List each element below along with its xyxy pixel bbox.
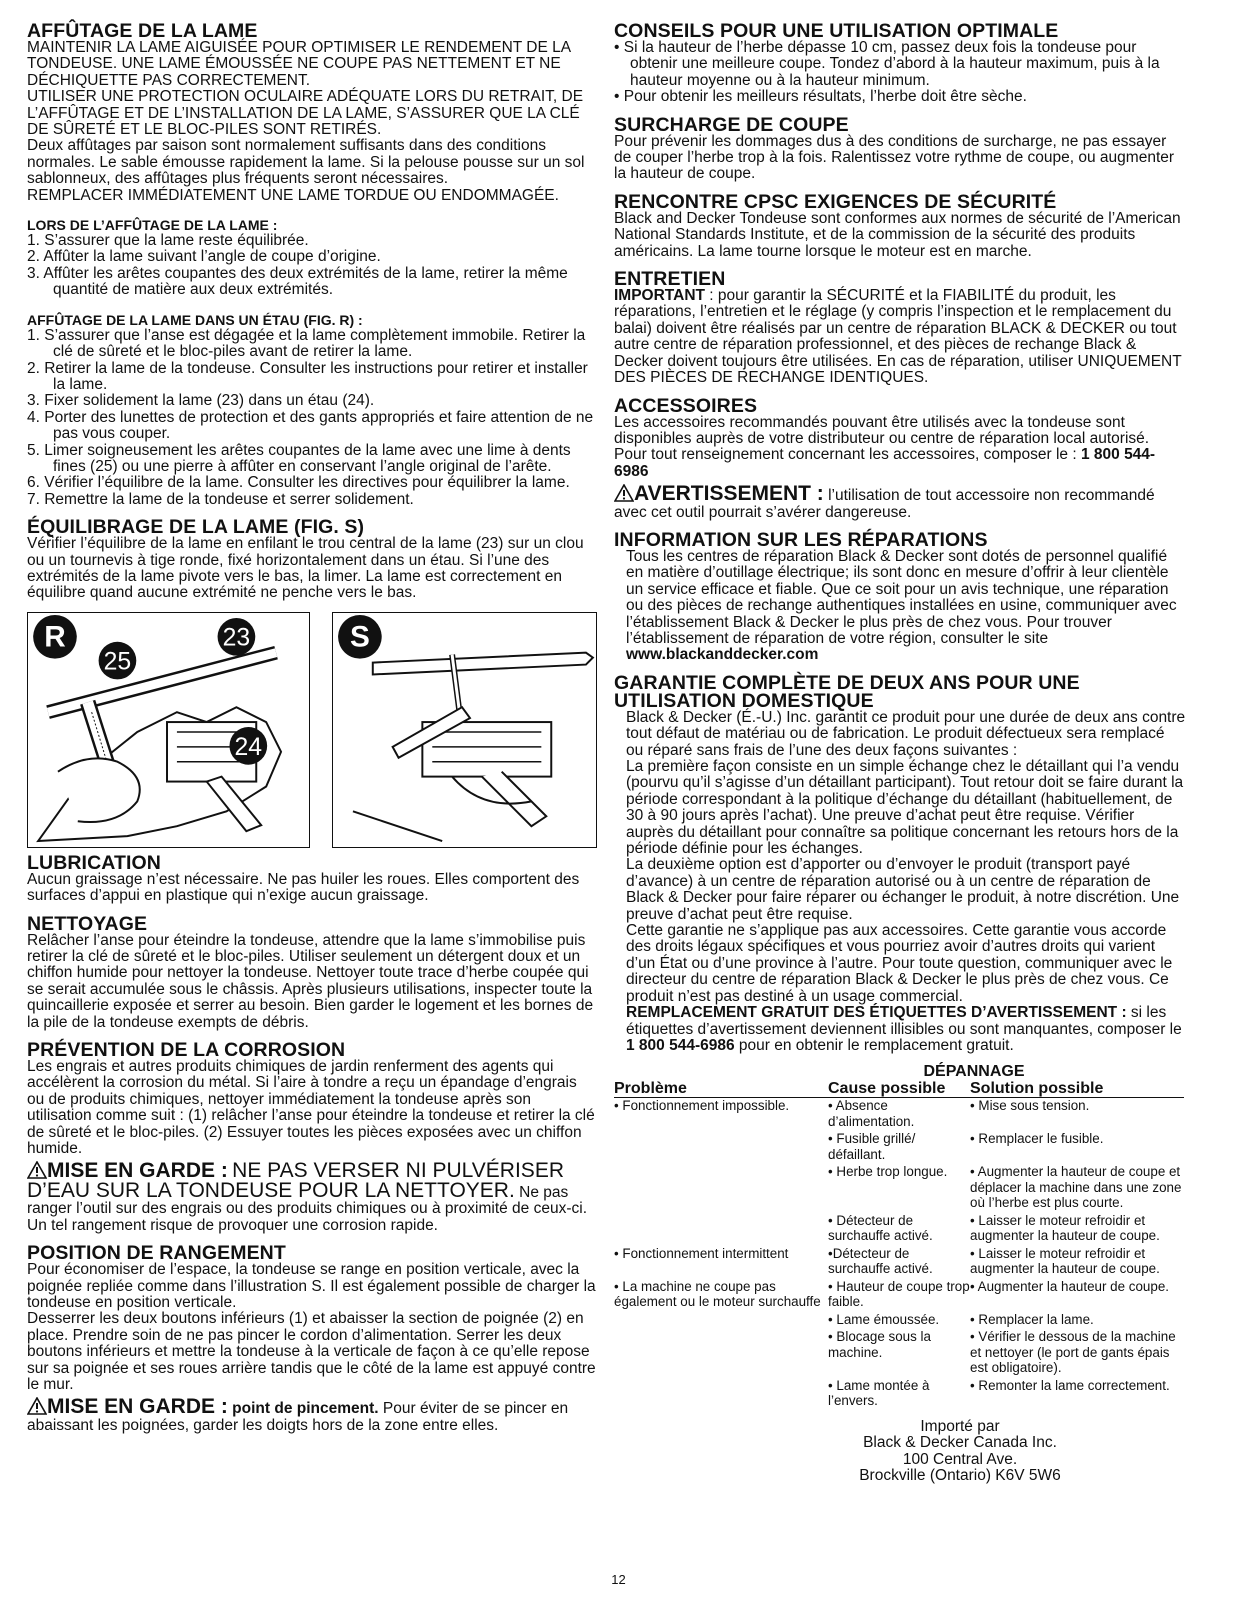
list-item: 1. S’assurer que l’anse est dégagée et la lame complètement immobile. Retirer la clé de sûreté et le bloc-piles avant de retirer la lame. [27, 326, 586, 361]
table-row [614, 1312, 1184, 1330]
cell-solution-text: • Laisser le moteur refroidir et augmenter la hauteur de coupe. [970, 1245, 1160, 1277]
cleaning-p1: Relâcher l’anse pour éteindre la tondeuse, attendre que la lame s’immobilise puis retirer la clé de sûreté et le bloc-piles. Utiliser seulement un détergent doux et un chiffon humide pour nettoyer la tondeuse. Nettoyer toute trace d’herbe coupée qui se serait accumulée sous le châssis. Après plusieurs utilisations, inspecter toute la quincaillerie exposée et serrer au besoin. Bien garder le logement et les bornes de la pile de la tondeuse exempts de débris. [27, 931, 594, 1031]
list-item: • Pour obtenir les meilleurs résultats, l’herbe doit être sèche. [614, 88, 1027, 106]
callout-24-label: 24 [234, 733, 263, 761]
callout-25-label: 25 [103, 648, 132, 676]
table-row [614, 1378, 1184, 1411]
cell-problem-text: • La machine ne coupe pas également ou le moteur surchauffe [614, 1278, 821, 1310]
section-balancing [27, 518, 597, 602]
corrosion-p1: Les engrais et autres produits chimiques de jardin renferment des agents qui accélèrent la corrosion du métal. Si l’aire à tondre a reçu un épandage d’engrais ou de produits chimiques, nettoyer immédiatement la tondeuse après son utilisation comme suit : (1) relâcher l’anse pour éteindre la tondeuse et retirer la clé de sûreté et le bloc-piles. (2) Essuyer toutes les pièces exposées avec un chiffon humide. [27, 1058, 595, 1158]
sharpening-p3: Deux affûtages par saison sont normalement suffisants dans des conditions normales. Le sable émousse rapidement la lame. Si la pelouse pousse sur un sol sablonneux, des affûtages plus fréquents seront nécessaires. [27, 137, 585, 188]
troubleshooting-table [614, 1080, 1184, 1411]
repairs-p1 [614, 549, 1186, 664]
figure-s [332, 612, 597, 848]
cell-cause [828, 1098, 970, 1132]
troubleshooting-rows [614, 1098, 1184, 1411]
cell-cause-text: • Détecteur de surchauffe activé. [828, 1212, 933, 1244]
accessories-warning [614, 484, 1186, 521]
cell-solution-text: • Remplacer le fusible. [970, 1131, 1104, 1147]
list-item: 4. Porter des lunettes de protection et des gants appropriés et faire attention de ne pas vous couper. [27, 408, 594, 443]
tips-title: CONSEILS POUR UNE UTILISATION OPTIMALE [614, 20, 1059, 42]
labels-phone[interactable]: 1 800 544-6986 [626, 1036, 735, 1054]
cell-solution-text: • Vérifier le dessous de la machine et nettoyer (le port de gants épais est obligatoire). [970, 1329, 1176, 1376]
storage-warning [27, 1397, 597, 1434]
importer-line: Brockville (Ontario) K6V 5W6 [859, 1467, 1061, 1485]
figure-r [27, 612, 310, 848]
callout-23-label: 23 [222, 624, 251, 652]
cpsc-title: RENCONTRE CPSC EXIGENCES DE SÉCURITÉ [614, 190, 1057, 213]
table-header-row [614, 1080, 1184, 1098]
header-solution: Solution possible [970, 1080, 1184, 1098]
table-row [614, 1164, 1184, 1213]
list-item: 2. Affûter la lame suivant l’angle de coupe d’origine. [27, 248, 381, 266]
cell-problem [614, 1312, 828, 1330]
header-problem: Problème [614, 1080, 828, 1098]
cell-cause-text: • Hauteur de coupe trop faible. [828, 1278, 970, 1310]
cell-problem-text: • Fonctionnement intermittent [614, 1245, 789, 1261]
labels-text: si les étiquettes d’avertissement deviennent illisibles ou sont manquantes, composer le [626, 1004, 1182, 1038]
warranty-p4: Cette garantie ne s’applique pas aux accessoires. Cette garantie vous accorde des droits légaux spécifiques et vous pourriez avoir d’autres droits qui varient d’un État ou d’une province à l’autre. Pour toute question, communiquer avec le directeur du centre de réparation Black & Decker le plus près de chez vous. Ce produit n’est pas destiné à un usage commercial. [626, 922, 1173, 1005]
cell-cause [828, 1131, 970, 1164]
table-row [614, 1329, 1184, 1378]
lubrication-p1: Aucun graissage n’est nécessaire. Ne pas huiler les roues. Elles comportent des surfaces d’appui en plastique qui n’exige aucun graissage. [27, 870, 580, 905]
labels-title: REMPLACEMENT GRATUIT DES ÉTIQUETTES D’AVERTISSEMENT : [626, 1004, 1127, 1022]
table-row [614, 1279, 1184, 1312]
corrosion-warn-text: Ne pas ranger l’outil sur des engrais ou des produits chimiques ou à proximité de ceux-ci. Un tel rangement risque de provoquer une corrosion rapide. [27, 1183, 588, 1234]
fig-s-label: S [349, 620, 370, 654]
cell-solution-text: • Remonter la lame correctement. [970, 1377, 1170, 1393]
accessories-warn-label: AVERTISSEMENT : [634, 482, 824, 506]
cell-solution [970, 1213, 1184, 1246]
table-row [614, 1098, 1184, 1132]
list-item: 1. S’assurer que la lame reste équilibrée. [27, 232, 309, 250]
balancing-p1: Vérifier l’équilibre de la lame en enfilant le trou central de la lame (23) sur un clou ou un tournevis à tige ronde, fixé horizontalement dans un étau. Si l’une des extrémités de la lame pivote vers le bas, la limer. La lame est correctement en équilibre quand aucune extrémité ne penche vers le bas. [27, 535, 584, 602]
table-row [614, 1246, 1184, 1279]
cell-cause [828, 1279, 970, 1312]
header-cause: Cause possible [828, 1080, 970, 1098]
list-item: 3. Affûter les arêtes coupantes des deux extrémités de la lame, retirer la même quantité de matière aux deux extrémités. [27, 264, 568, 299]
accessories-p1 [614, 415, 1186, 481]
sharpening-p2: UTILISER UNE PROTECTION OCULAIRE ADÉQUATE LORS DU RETRAIT, DE L’AFFÛTAGE ET DE L’INSTALLATION DE LA LAME, S’ASSURER QUE LA CLÉ DE SÛRETÉ ET LE BLOC-PILES SONT RETIRÉS. [27, 88, 584, 139]
lubrication-title: LUBRICATION [27, 851, 161, 874]
warning-icon [27, 1161, 47, 1179]
section-accessories [614, 394, 1186, 521]
cell-cause-text: • Herbe trop longue. [828, 1164, 948, 1180]
corrosion-warning [27, 1161, 597, 1234]
overload-p1: Pour prévenir les dommages dus à des conditions de surcharge, ne pas essayer de couper l’herbe trop à la fois. Ralentissez votre rythme de coupe, ou augmenter la hauteur de coupe. [614, 132, 1175, 183]
list-item: 6. Vérifier l’équilibre de la lame. Consulter les directives pour équilibrer la lame. [27, 474, 570, 492]
page-number: 12 [611, 1572, 626, 1587]
accessories-title: ACCESSOIRES [614, 394, 758, 417]
left-column [27, 22, 597, 1444]
cell-cause-text: • Fusible grillé/ défaillant. [828, 1131, 916, 1162]
storage-warn-text: Pour éviter de se pincer en abaissant les poignées, garder les doigts hors de la zone entre elles. [27, 1400, 569, 1434]
section-tips [614, 22, 1186, 106]
warranty-p3: La deuxième option est d’apporter ou d’envoyer le produit (transport payé d’avance) à un centre de réparation autorisé ou à un centre de réparation de Black & Decker pour faire réparer ou échanger le produit, à notre discrétion. Une preuve d’achat peut être requise. [626, 856, 1180, 923]
section-warranty [614, 671, 1186, 1055]
when-sharpening-list [27, 233, 597, 299]
sharpening-p4: REMPLACER IMMÉDIATEMENT UNE LAME TORDUE OU ENDOMMAGÉE. [27, 186, 559, 204]
sharpening-p1: MAINTENIR LA LAME AIGUISÉE POUR OPTIMISER LE RENDEMENT DE LA TONDEUSE. UNE LAME ÉMOUSSÉE NE COUPE PAS NETTEMENT ET NE DÉCHIQUETTE PAS CORRECTEMENT. [27, 39, 571, 89]
section-storage [27, 1244, 597, 1434]
corrosion-title: PRÉVENTION DE LA CORROSION [27, 1039, 346, 1062]
cell-cause-text: • Absence d’alimentation. [828, 1098, 915, 1129]
cell-solution-text: • Laisser le moteur refroidir et augmenter la hauteur de coupe. [970, 1212, 1160, 1244]
sharpening-title: AFFÛTAGE DE LA LAME [27, 20, 258, 42]
repairs-site-link[interactable]: www.blackanddecker.com [626, 646, 819, 664]
cell-solution [970, 1131, 1184, 1164]
cleaning-title: NETTOYAGE [27, 912, 148, 935]
cell-solution [970, 1246, 1184, 1279]
cell-problem [614, 1329, 828, 1378]
overload-title: SURCHARGE DE COUPE [614, 113, 849, 136]
right-column [614, 22, 1186, 1485]
importer-line: Importé par [920, 1417, 1000, 1435]
warranty-p2: La première façon consiste en un simple échange chez le détaillant qui l’a vendu (pourvu qu’il s’agisse d’un détaillant participant). Tout retour doit se faire durant la période correspondant à la politique d’échange du détaillant (habituellement, de 30 à 90 jours après l’achat). Une preuve d’achat peut être requise. Vérifier auprès du détaillant pour connaître sa politique concernant les retours hors de la période définie pour les échanges. [626, 758, 1184, 858]
vise-list [27, 328, 597, 508]
section-corrosion [27, 1041, 597, 1234]
cell-problem [614, 1131, 828, 1164]
list-item: 2. Retirer la lame de la tondeuse. Consulter les instructions pour retirer et installer la lame. [27, 359, 588, 393]
cell-solution [970, 1279, 1184, 1312]
cell-problem [614, 1246, 828, 1279]
troubleshooting [614, 1064, 1184, 1411]
warranty-labels [626, 1005, 1186, 1054]
important-label: IMPORTANT [614, 287, 705, 305]
cell-problem [614, 1213, 828, 1246]
cell-solution [970, 1098, 1184, 1132]
cell-problem [614, 1098, 828, 1132]
cell-solution-text: • Remplacer la lame. [970, 1311, 1094, 1327]
figure-s-illustration [333, 613, 596, 847]
list-item: • Si la hauteur de l’herbe dépasse 10 cm, passez deux fois la tondeuse pour obtenir une meilleure coupe. Tondez d’abord à la hauteur maximum, puis à la hauteur moyenne ou à la hauteur minimum. [614, 39, 1160, 89]
cell-solution [970, 1378, 1184, 1411]
cpsc-p1: Black and Decker Tondeuse sont conformes aux normes de sécurité de l’American National Standards Institute, et de la commission de la sécurité des produits américains. La lame tourne lorsque le moteur est en marche. [614, 209, 1181, 260]
importer-block [734, 1419, 1186, 1485]
balancing-title: ÉQUILIBRAGE DE LA LAME (FIG. S) [27, 516, 365, 539]
warning-icon [27, 1397, 47, 1415]
section-sharpening [27, 22, 597, 204]
fig-r-label: R [44, 620, 66, 654]
storage-warn-bold: point de pincement. [232, 1400, 379, 1418]
section-when-sharpening [27, 218, 597, 299]
importer-line: 100 Central Ave. [902, 1450, 1018, 1468]
vise-title: AFFÛTAGE DE LA LAME DANS UN ÉTAU (FIG. R) : [27, 311, 363, 328]
section-cpsc [614, 190, 1186, 260]
tips-list [614, 40, 1186, 106]
table-row [614, 1131, 1184, 1164]
section-cleaning [27, 912, 597, 1031]
troubleshooting-title: DÉPANNAGE [923, 1063, 1025, 1081]
storage-title: POSITION DE RANGEMENT [27, 1242, 286, 1265]
maintenance-p1 [614, 288, 1186, 386]
accessories-text: Les accessoires recommandés pouvant être utilisés avec la tondeuse sont disponibles auprès de votre distributeur ou centre de réparation local autorisé. Pour tout renseignement concernant les accessoires, composer le : [614, 413, 1150, 464]
maintenance-title: ENTRETIEN [614, 268, 726, 291]
storage-warn-label: MISE EN GARDE : [47, 1395, 228, 1419]
list-item: 5. Limer soigneusement les arêtes coupantes de la lame avec une lime à dents fines (25) ou une pierre à affûter en conservant l’angle original de l’arête. [27, 441, 571, 475]
cell-problem [614, 1378, 828, 1411]
section-maintenance [614, 270, 1186, 386]
warranty-p1: Black & Decker (É.-U.) Inc. garantit ce produit pour une durée de deux ans contre tout défaut de matériau ou de fabrication. Le produit défectueux sera remplacé ou réparé sans frais de l’une des deux façons suivantes : [626, 708, 1186, 759]
cell-cause-text: • Lame émoussée. [828, 1311, 940, 1327]
cell-problem [614, 1279, 828, 1312]
figure-r-illustration [28, 613, 309, 847]
warranty-title: GARANTIE COMPLÈTE DE DEUX ANS POUR UNE UTILISATION DOMESTIQUE [614, 671, 1080, 712]
cell-cause-text: •Détecteur de surchauffe activé. [828, 1245, 933, 1277]
cell-cause [828, 1164, 970, 1213]
corrosion-warn-label: MISE EN GARDE : [47, 1159, 228, 1183]
cell-cause-text: • Lame montée à l’envers. [828, 1377, 930, 1409]
cell-solution [970, 1164, 1184, 1213]
cell-problem-text: • Fonctionnement impossible. [614, 1098, 790, 1114]
cell-cause-text: • Blocage sous la machine. [828, 1329, 931, 1360]
warranty-body [614, 710, 1186, 1055]
storage-p2: Desserrer les deux boutons inférieurs (1) et abaisser la section de poignée (2) en place. Prendre soin de ne pas pincer le cordon d’alimentation. Serrer les deux boutons inférieurs et mettre la tondeuse à la verticale de façon à ce qu’elle repose sur sa poignée et ses roues arrière tandis que le côté de la lame est appuyé contre le mur. [27, 1310, 596, 1393]
cell-solution-text: • Mise sous tension. [970, 1098, 1090, 1114]
section-lubrication [27, 851, 597, 905]
cell-solution-text: • Augmenter la hauteur de coupe et déplacer la machine dans une zone où l’herbe est plus courte. [970, 1164, 1182, 1211]
section-repairs [614, 528, 1186, 664]
cell-solution [970, 1329, 1184, 1378]
cell-cause [828, 1312, 970, 1330]
accessories-phone[interactable]: 1 800 544-6986 [614, 446, 1156, 480]
list-item: 3. Fixer solidement la lame (23) dans un étau (24). [27, 392, 375, 410]
cell-cause [828, 1246, 970, 1279]
warning-icon [614, 484, 634, 502]
cell-solution-text: • Augmenter la hauteur de coupe. [970, 1278, 1169, 1294]
cell-cause [828, 1213, 970, 1246]
cell-problem [614, 1164, 828, 1213]
repairs-text: Tous les centres de réparation Black & Decker sont dotés de personnel qualifié en matière d’outillage électrique; ils sont donc en mesure d’offrir à leur clientèle un service efficace et fiable. Que ce soit pour un avis technique, une réparation ou des pièces de rechange authentiques installées en usine, communiquer avec l’établissement Black & Decker le plus près de chez vous. Pour trouver l’établissement de réparation de votre région, consulter le site [626, 547, 1177, 647]
list-item: 7. Remettre la lame de la tondeuse et serrer solidement. [27, 490, 414, 508]
figures [27, 612, 597, 848]
accessories-warn-text: l’utilisation de tout accessoire non recommandé avec cet outil pourrait s’avérer dangereuse. [614, 487, 1155, 521]
cell-cause [828, 1329, 970, 1378]
importer-line: Black & Decker Canada Inc. [863, 1434, 1057, 1452]
storage-p1: Pour économiser de l’espace, la tondeuse se range en position verticale, avec la poignée repliée comme dans l’illustration S. Il est également possible de charger la tondeuse en position verticale. [27, 1261, 596, 1311]
table-row [614, 1213, 1184, 1246]
section-overload [614, 113, 1186, 183]
repairs-title: INFORMATION SUR LES RÉPARATIONS [614, 528, 988, 551]
corrosion-warn-caps: NE PAS VERSER NI PULVÉRISER D’EAU SUR LA TONDEUSE POUR LA NETTOYER. [27, 1159, 564, 1202]
maintenance-text: : pour garantir la SÉCURITÉ et la FIABILITÉ du produit, les réparations, l’entretien et le réglage (y compris l’inspection et le remplacement du balai) doivent être réalisés par un centre de réparation BLACK & DECKER ou tout autre centre de réparation professionnel, et des pièces de rechange Black & Decker doivent toujours être utilisées. En cas de réparation, utiliser UNIQUEMENT DES PIÈCES DE RECHANGE IDENTIQUES. [614, 287, 1182, 387]
section-vise [27, 313, 597, 508]
when-sharpening-title: LORS DE L’AFFÛTAGE DE LA LAME : [27, 217, 278, 234]
cell-solution [970, 1312, 1184, 1330]
cell-cause [828, 1378, 970, 1411]
labels-end: pour en obtenir le remplacement gratuit. [738, 1036, 1014, 1054]
